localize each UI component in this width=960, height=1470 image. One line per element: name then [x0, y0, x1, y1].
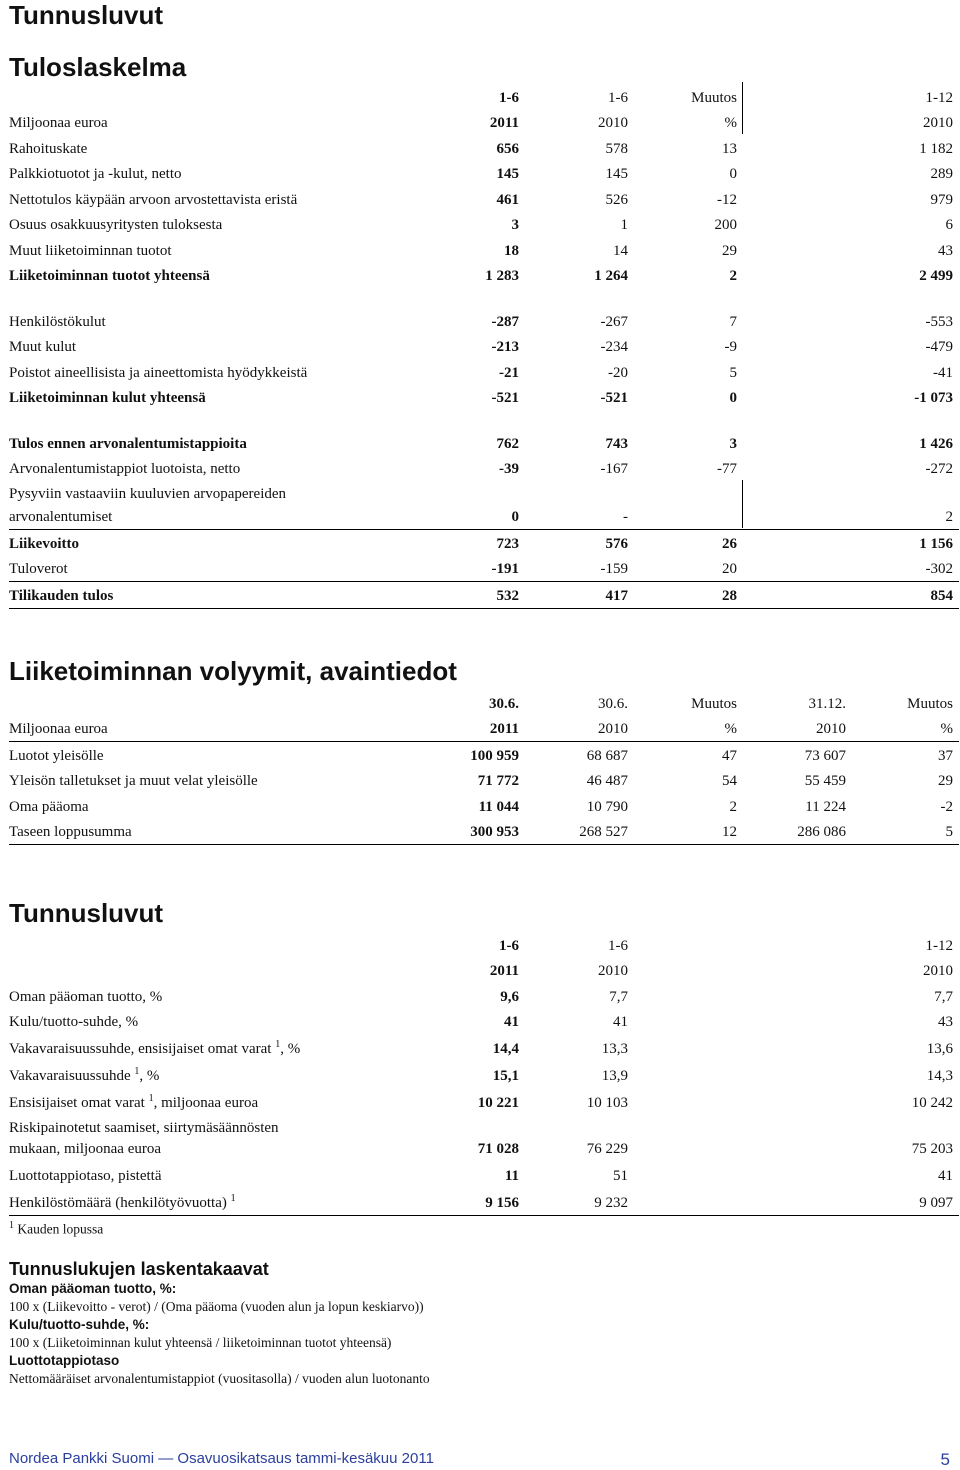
header-cell: 2010 — [598, 115, 628, 131]
income-statement-title: Tuloslaskelma — [9, 52, 187, 82]
footnote: $^1$ Kauden lopussa — [9, 1220, 104, 1237]
row-label: Tulos ennen arvonalentumistappioita — [9, 435, 247, 452]
cell: 9 232 — [594, 1195, 628, 1211]
cell: -21 — [499, 364, 519, 381]
formulas-section — [9, 1258, 430, 1388]
cell: 526 — [605, 191, 628, 208]
table-row — [9, 1161, 959, 1188]
cell: 71 028 — [477, 1141, 519, 1157]
cell: 200 — [714, 217, 737, 233]
cell: -267 — [600, 313, 628, 330]
cell: 13,9 — [601, 1068, 628, 1084]
page-number: 5 — [940, 1450, 950, 1469]
formula-name: Oman pääoman tuotto, %: — [9, 1281, 177, 1296]
cell: 5 — [945, 824, 953, 840]
row-label-continued: mukaan, miljoonaa euroa — [9, 1141, 162, 1157]
cell: 37 — [938, 747, 953, 764]
cell: 3 — [511, 217, 519, 233]
footnote-marker: 1 — [134, 1066, 140, 1077]
header-cell: 2011 — [489, 963, 519, 979]
row-label: Ensisijaiset omat varat $^1$, miljoonaa euroa — [9, 1093, 259, 1111]
cell: -287 — [491, 313, 519, 330]
header-cell: 1-6 — [608, 89, 628, 106]
cell: -1 073 — [914, 390, 953, 406]
header-cell: 2010 — [598, 721, 628, 737]
cell: -191 — [491, 561, 519, 577]
cell: 13,6 — [926, 1041, 953, 1057]
total-row — [9, 430, 959, 456]
cell: 300 953 — [470, 824, 519, 840]
cell: 100 959 — [470, 747, 519, 764]
table-row — [9, 768, 959, 794]
footnote-marker: 1 — [9, 1220, 14, 1231]
cell: -553 — [925, 313, 953, 330]
cell: 0 — [511, 509, 519, 525]
cell: 15,1 — [492, 1068, 519, 1084]
table-row — [9, 1088, 959, 1115]
header-cell: 2011 — [489, 115, 519, 131]
row-label: Yleisön talletukset ja muut velat yleisölle — [9, 773, 258, 789]
header-cell: 1-6 — [499, 89, 519, 106]
cell: 743 — [605, 435, 628, 452]
cell: 46 487 — [586, 773, 628, 789]
row-label: Osuus osakkuusyritysten tuloksesta — [9, 217, 223, 233]
cell: 20 — [722, 561, 737, 577]
table-row — [9, 1188, 959, 1216]
cell: 29 — [722, 242, 737, 259]
formula-text: Nettomääräiset arvonalentumistappiot (vuositasolla) / vuoden alun luotonanto — [9, 1371, 430, 1386]
cell: 12 — [722, 824, 737, 840]
table-header-row — [9, 110, 959, 136]
cell: 6 — [945, 217, 953, 233]
header-cell: 1-6 — [499, 937, 519, 954]
header-cell: 30.6. — [489, 695, 519, 712]
cell: 578 — [605, 140, 628, 157]
row-label: Palkkiotuotot ja -kulut, netto — [9, 166, 182, 182]
cell: 41 — [613, 1014, 628, 1030]
header-cell: % — [940, 721, 953, 737]
row-label: Luottotappiotaso, pistettä — [9, 1168, 162, 1184]
formula-text: 100 x (Liiketoiminnan kulut yhteensä / liiketoiminnan tuotot yhteensä) — [9, 1335, 392, 1350]
cell: 3 — [729, 435, 737, 452]
table-header-row — [9, 958, 959, 984]
cell: 29 — [938, 773, 953, 789]
cell: 7,7 — [609, 988, 628, 1005]
cell: 2 — [945, 509, 953, 525]
cell: -159 — [600, 561, 628, 577]
table-row — [9, 456, 959, 482]
volumes-table — [9, 690, 959, 845]
cell: 286 086 — [797, 824, 846, 840]
table-row — [9, 983, 959, 1009]
cell: 7 — [729, 313, 737, 330]
table-row — [9, 556, 959, 582]
cell: -167 — [600, 461, 628, 477]
row-label: Kulu/tuotto-suhde, % — [9, 1014, 139, 1030]
cell: 656 — [496, 140, 519, 157]
volumes-title: Liiketoiminnan volyymit, avaintiedot — [9, 656, 457, 686]
total-row — [9, 529, 959, 556]
row-label-continued: arvonalentumiset — [9, 509, 113, 525]
cell: -479 — [925, 339, 953, 355]
cell: 11 224 — [805, 798, 846, 815]
cell: 532 — [496, 587, 519, 604]
row-label: Luotot yleisölle — [9, 747, 104, 764]
header-cell: % — [724, 115, 737, 131]
header-cell: Miljoonaa euroa — [9, 115, 108, 131]
cell: 43 — [938, 1014, 953, 1030]
cell: 76 229 — [586, 1141, 628, 1157]
table-row — [9, 481, 959, 529]
cell: 41 — [938, 1168, 953, 1184]
row-label: Muut liiketoiminnan tuotot — [9, 242, 172, 259]
table-row — [9, 1061, 959, 1088]
cell: 979 — [930, 191, 953, 208]
cell: 28 — [722, 587, 737, 604]
header-cell: 2011 — [489, 721, 519, 737]
cell: 268 527 — [579, 824, 628, 840]
cell: -521 — [600, 390, 628, 406]
row-label: Oman pääoman tuotto, % — [9, 988, 163, 1005]
cell: 762 — [496, 435, 519, 452]
table-row — [9, 1034, 959, 1061]
cell: 54 — [722, 773, 737, 789]
cell: 9 097 — [919, 1195, 953, 1211]
cell: 1 156 — [919, 535, 953, 552]
footnote-marker: 1 — [148, 1093, 154, 1104]
table-row — [9, 1009, 959, 1035]
cell: 1 264 — [594, 268, 628, 284]
cell: 10 242 — [911, 1095, 953, 1111]
header-cell: 2010 — [816, 721, 846, 737]
header-cell: % — [724, 721, 737, 737]
cell: 18 — [504, 242, 519, 259]
cell: 47 — [722, 747, 737, 764]
row-label: Liikevoitto — [9, 535, 79, 552]
cell: -272 — [925, 461, 953, 477]
cell: - — [623, 509, 628, 525]
cell: 7,7 — [934, 988, 953, 1005]
table-row — [9, 819, 959, 846]
total-row — [9, 581, 959, 609]
cell: -2 — [940, 798, 953, 815]
table-row — [9, 334, 959, 360]
cell: 71 772 — [477, 773, 519, 789]
table-row — [9, 1115, 959, 1161]
row-label: Tilikauden tulos — [9, 587, 114, 604]
table-header-row — [9, 690, 959, 716]
cell: 13,3 — [601, 1041, 628, 1057]
cell: -77 — [717, 461, 737, 477]
cell: 75 203 — [911, 1141, 953, 1157]
row-label: Oma pääoma — [9, 798, 89, 815]
table-header-row — [9, 84, 959, 110]
table-row — [9, 212, 959, 238]
footnote-marker: 1 — [275, 1039, 281, 1050]
cell: 2 — [729, 798, 737, 815]
table-header-row — [9, 716, 959, 743]
cell: 145 — [605, 166, 628, 182]
cell: 14,3 — [926, 1068, 953, 1084]
row-label: Nettotulos käypään arvoon arvostettavista eristä — [9, 191, 298, 208]
row-label: Tuloverot — [9, 561, 68, 577]
cell: -302 — [925, 561, 953, 577]
cell: 461 — [496, 191, 519, 208]
cell: 2 — [729, 268, 737, 284]
cell: 11 — [504, 1168, 519, 1184]
header-cell: 2010 — [923, 963, 953, 979]
row-label: Taseen loppusumma — [9, 824, 132, 840]
cell: -41 — [933, 364, 953, 381]
header-cell: 2010 — [923, 115, 953, 131]
cell: 10 790 — [586, 798, 628, 815]
row-label: Rahoituskate — [9, 140, 88, 157]
table-row — [9, 308, 959, 334]
footnote-marker: 1 — [230, 1193, 236, 1204]
cell: 14 — [613, 242, 628, 259]
header-cell: 30.6. — [598, 695, 628, 712]
total-row — [9, 263, 959, 289]
cell: 1 — [620, 217, 628, 233]
cell: 68 687 — [586, 747, 628, 764]
cell: 10 103 — [586, 1095, 628, 1111]
row-label: Pysyviin vastaaviin kuuluvien arvopapereiden — [9, 486, 287, 502]
row-label: Vakavaraisuussuhde, ensisijaiset omat varat $^1$, % — [9, 1039, 301, 1057]
cell: 854 — [930, 587, 953, 604]
cell: -234 — [600, 339, 628, 355]
cell: 1 426 — [919, 435, 953, 452]
page-footer: Nordea Pankki Suomi — Osavuosikatsaus tammi-kesäkuu 2011 — [9, 1450, 434, 1467]
cell: -39 — [499, 461, 519, 477]
table-header-row — [9, 932, 959, 958]
cell: 43 — [938, 242, 953, 259]
table-row — [9, 186, 959, 212]
table-row — [9, 742, 959, 768]
header-cell: 1-12 — [925, 937, 953, 954]
cell: 14,4 — [492, 1041, 519, 1057]
income-statement-table — [9, 84, 959, 609]
header-cell: 31.12. — [808, 695, 846, 712]
header-cell: Muutos — [691, 89, 737, 106]
header-cell: Miljoonaa euroa — [9, 721, 108, 737]
cell: 73 607 — [804, 747, 846, 764]
cell: -213 — [491, 339, 519, 355]
row-label: Henkilöstökulut — [9, 313, 106, 330]
cell: 1 283 — [485, 268, 519, 284]
key-figures-table — [9, 932, 959, 1238]
formula-name: Luottotappiotaso — [9, 1353, 120, 1368]
cell: 1 182 — [919, 140, 953, 157]
cell: -9 — [724, 339, 737, 355]
formula-text: 100 x (Liikevoitto - verot) / (Oma pääoma (vuoden alun ja lopun keskiarvo)) — [9, 1299, 424, 1314]
row-label: Riskipainotetut saamiset, siirtymäsäännösten — [9, 1120, 279, 1136]
header-cell: 1-6 — [608, 937, 628, 954]
cell: 289 — [930, 166, 953, 182]
table-row — [9, 135, 959, 161]
cell: 41 — [504, 1014, 519, 1030]
cell: 417 — [605, 587, 628, 604]
cell: -521 — [491, 390, 519, 406]
page-title: Tunnusluvut — [9, 0, 164, 30]
cell: 10 221 — [477, 1095, 519, 1111]
cell: 11 044 — [478, 798, 519, 815]
cell: 51 — [613, 1168, 628, 1184]
row-label: Muut kulut — [9, 339, 77, 355]
table-row — [9, 359, 959, 385]
row-label: Henkilöstömäärä (henkilötyövuotta) $^1$ — [9, 1193, 236, 1211]
cell: 13 — [722, 140, 737, 157]
cell: 9 156 — [485, 1195, 519, 1211]
cell: -12 — [717, 191, 737, 208]
formula-name: Kulu/tuotto-suhde, %: — [9, 1317, 150, 1332]
cell: -20 — [608, 364, 628, 381]
cell: 2 499 — [919, 268, 953, 284]
cell: 9,6 — [500, 988, 519, 1005]
cell: 723 — [496, 535, 519, 552]
cell: 145 — [496, 166, 519, 182]
total-row — [9, 385, 959, 411]
row-label: Poistot aineellisista ja aineettomista hyödykkeistä — [9, 364, 308, 381]
cell: 576 — [605, 535, 628, 552]
cell: 0 — [729, 390, 737, 406]
key-figures-title: Tunnusluvut — [9, 898, 164, 928]
row-label: Arvonalentumistappiot luotoista, netto — [9, 461, 241, 477]
header-cell: 2010 — [598, 963, 628, 979]
table-row — [9, 237, 959, 263]
row-label: Vakavaraisuussuhde $^1$, % — [9, 1066, 160, 1084]
cell: 5 — [729, 364, 737, 381]
header-cell: Muutos — [691, 695, 737, 712]
row-label: Liiketoiminnan kulut yhteensä — [9, 390, 206, 406]
cell: 0 — [729, 166, 737, 182]
formulas-title: Tunnuslukujen laskentakaavat — [9, 1259, 269, 1279]
row-label: Liiketoiminnan tuotot yhteensä — [9, 268, 210, 284]
table-row — [9, 793, 959, 819]
header-cell: Muutos — [907, 695, 953, 712]
table-row — [9, 161, 959, 187]
cell: 55 459 — [804, 773, 846, 789]
header-cell: 1-12 — [925, 89, 953, 106]
cell: 26 — [722, 535, 737, 552]
